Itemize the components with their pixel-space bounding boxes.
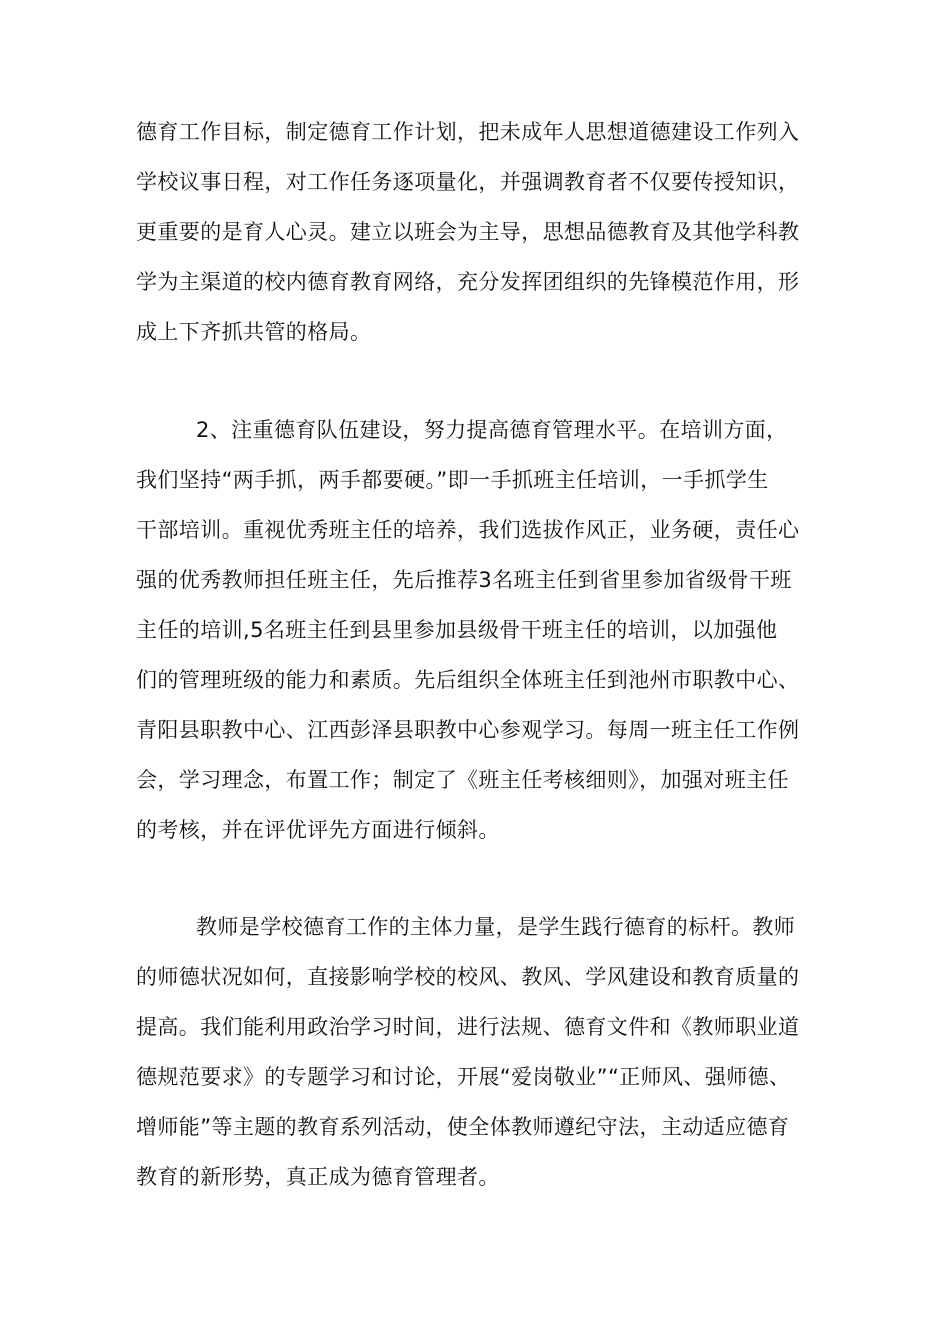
paragraph-moral-education-goals: [136, 107, 856, 357]
paragraph-team-building: [136, 405, 856, 855]
text-line: 我们坚持“两手抓，两手都要硬。”即一手抓班主任培训，一手抓学生: [136, 468, 769, 492]
text-line: 主任的培训,5名班主任到县里参加县级骨干班主任的培训，以加强他: [136, 618, 778, 642]
text-line: 学校议事日程，对工作任务逐项量化，并强调教育者不仅要传授知识，: [136, 170, 800, 194]
text-line: 的考核，并在评优评先方面进行倾斜。: [136, 818, 500, 842]
text-line: 青阳县职教中心、江西彭泽县职教中心参观学习。每周一班主任工作例: [136, 718, 800, 742]
text-line: 学为主渠道的校内德育教育网络，充分发挥团组织的先锋模范作用，形: [136, 270, 800, 294]
text-line: 成上下齐抓共管的格局。: [136, 320, 372, 344]
text-line: 干部培训。重视优秀班主任的培养，我们选拔作风正，业务硬，责任心: [136, 518, 800, 542]
text-line: 增师能”等主题的教育系列活动，使全体教师遵纪守法，主动适应德育: [136, 1115, 790, 1139]
text-line: 教师是学校德育工作的主体力量，是学生践行德育的标杆。教师: [196, 915, 796, 939]
text-line: 们的管理班级的能力和素质。先后组织全体班主任到池州市职教中心、: [136, 668, 800, 692]
text-line: 教育的新形势，真正成为德育管理者。: [136, 1165, 500, 1189]
text-line: 强的优秀教师担任班主任，先后推荐3名班主任到省里参加省级骨干班: [136, 568, 792, 592]
text-line: 德规范要求》的专题学习和讨论，开展“爱岗敬业”“正师风、强师德、: [136, 1065, 791, 1089]
text-line: 更重要的是育人心灵。建立以班会为主导，思想品德教育及其他学科教: [136, 220, 800, 244]
paragraph-teacher-ethics: [136, 902, 856, 1202]
text-line: 2、注重德育队伍建设，努力提高德育管理水平。在培训方面，: [196, 418, 788, 442]
text-line: 提高。我们能利用政治学习时间，进行法规、德育文件和《教师职业道: [136, 1015, 800, 1039]
text-line: 德育工作目标，制定德育工作计划，把未成年人思想道德建设工作列入: [136, 120, 800, 144]
text-line: 会，学习理念，布置工作；制定了《班主任考核细则》，加强对班主任: [136, 768, 789, 792]
text-line: 的师德状况如何，直接影响学校的校风、教风、学风建设和教育质量的: [136, 965, 800, 989]
